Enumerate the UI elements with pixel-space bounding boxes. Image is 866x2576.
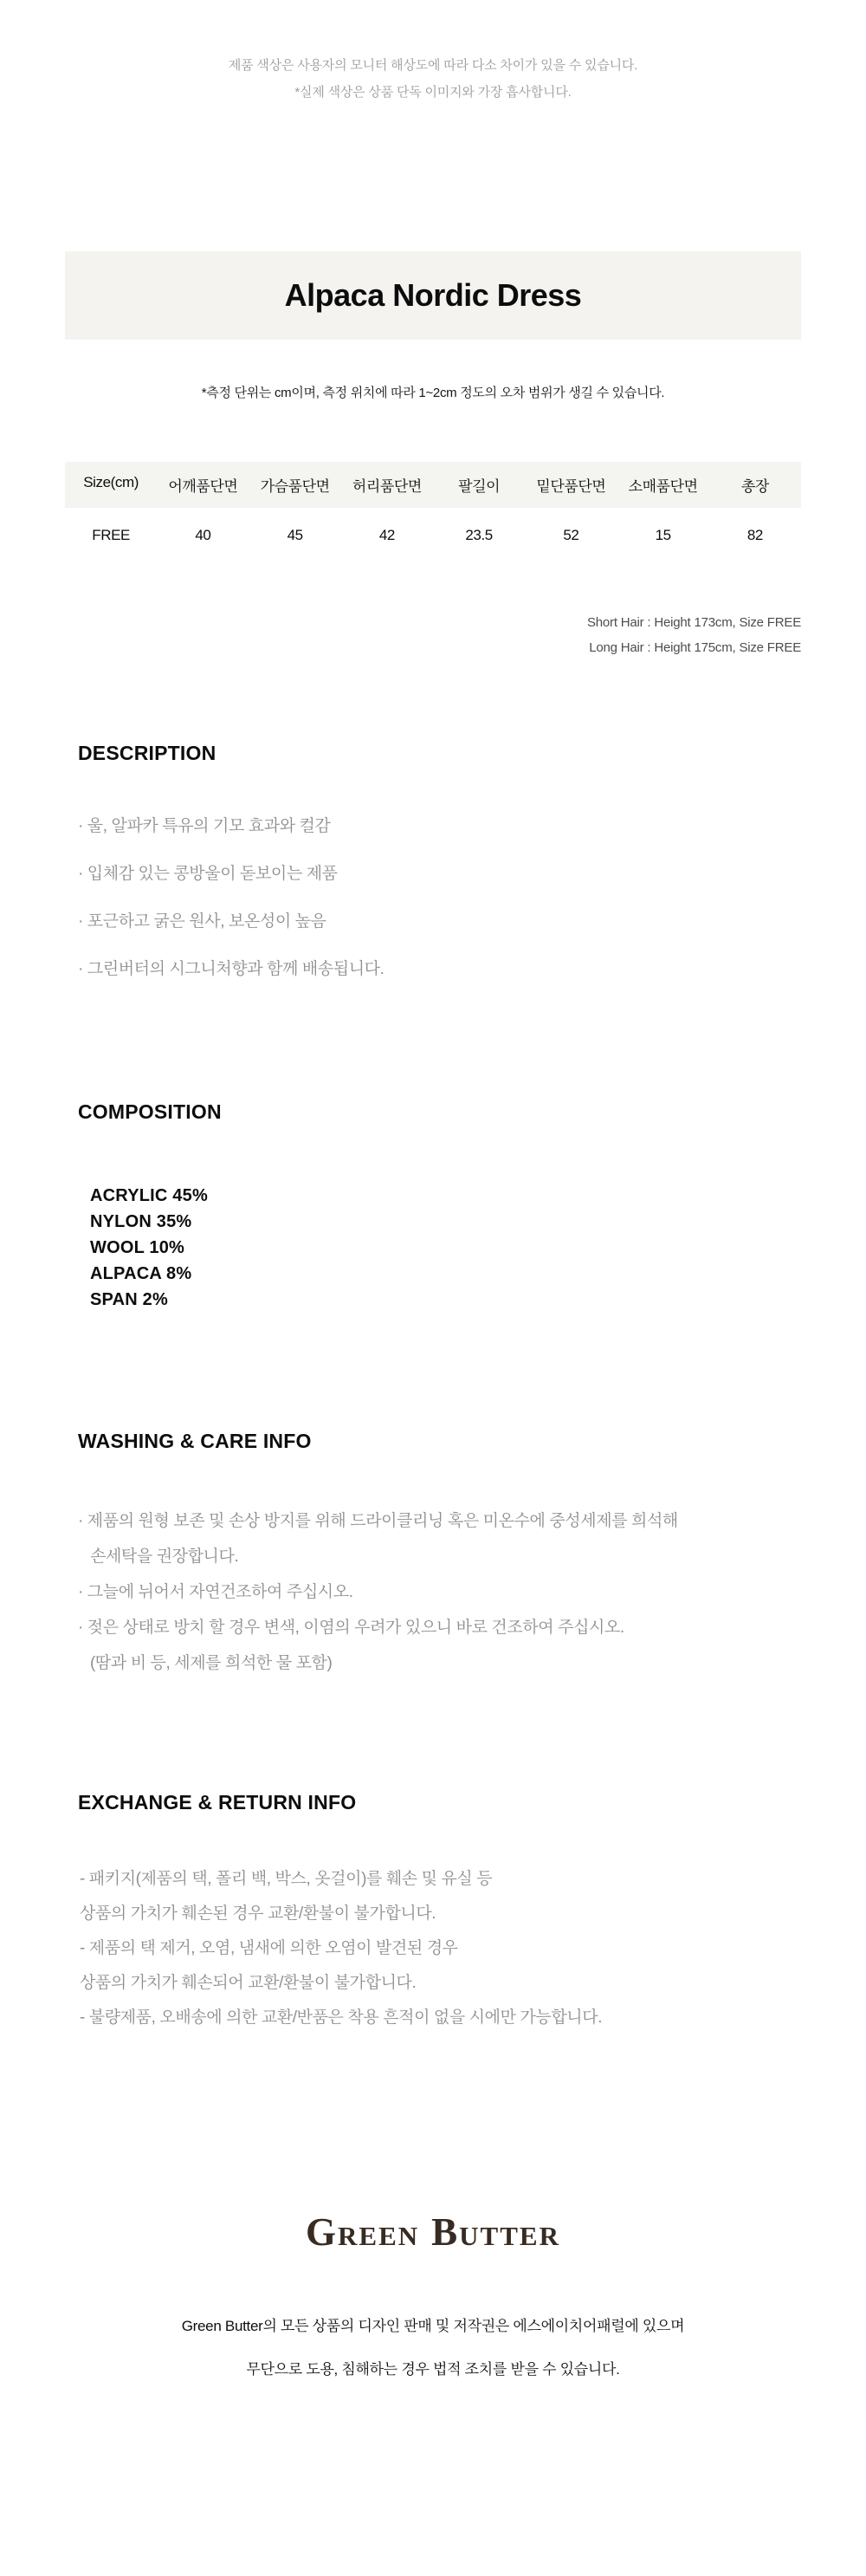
size-header-cell: 어깨품단면 <box>168 478 238 495</box>
description-item: · 그린버터의 시그니처향과 함께 배송됩니다. <box>78 960 385 978</box>
care-line: · 젖은 상태로 방치 할 경우 변색, 이염의 우려가 있으니 바로 건조하여 주십시오. <box>78 1619 624 1637</box>
size-header-cell: 팔길이 <box>458 478 501 495</box>
section-heading-description: DESCRIPTION <box>78 742 216 764</box>
color-disclaimer <box>0 0 866 106</box>
size-value-cell: 52 <box>563 527 579 543</box>
disclaimer-line: *실제 색상은 상품 단독 이미지와 가장 흡사합니다. <box>294 85 572 100</box>
washing-care-section <box>0 1430 866 1673</box>
size-value-cell: 40 <box>195 527 211 543</box>
copyright-line: Green Butter의 모든 상품의 디자인 판매 및 저작권은 에스에이치어패럴에 있으며 <box>181 2318 685 2334</box>
size-header-cell: 밑단품단면 <box>536 478 606 495</box>
description-item: · 포근하고 굵은 원사, 보온성이 높음 <box>78 912 326 931</box>
description-item: · 울, 알파카 특유의 기모 효과와 컬감 <box>78 817 331 835</box>
care-line: 손세탁을 권장합니다. <box>90 1548 239 1566</box>
model-info-line: Short Hair : Height 173cm, Size FREE <box>586 615 801 630</box>
section-heading-exchange: EXCHANGE & RETURN INFO <box>78 1791 357 1814</box>
section-heading-washing: WASHING & CARE INFO <box>78 1430 312 1452</box>
measurement-note: *측정 단위는 cm이며, 측정 위치에 따라 1~2cm 정도의 오차 범위가 생길 수 있습니다. <box>201 386 665 400</box>
description-list <box>78 817 866 979</box>
composition-item: ALPACA 8% <box>90 1264 192 1283</box>
size-value-cell: FREE <box>92 527 130 543</box>
size-value-cell: 82 <box>746 527 763 543</box>
exchange-list <box>78 1870 866 2028</box>
size-header-cell: 가슴품단면 <box>260 478 330 495</box>
copyright-line: 무단으로 도용, 침해하는 경우 법적 조치를 받을 수 있습니다. <box>246 2361 620 2378</box>
composition-item: SPAN 2% <box>90 1290 168 1309</box>
description-section <box>0 742 866 979</box>
size-header-cell: Size(cm) <box>83 474 139 490</box>
size-header-cell: 허리품단면 <box>352 478 422 495</box>
size-table-data-row <box>65 508 801 561</box>
copyright-footer <box>0 2305 866 2391</box>
brand-logo <box>0 2209 866 2255</box>
model-size-info <box>0 610 801 660</box>
size-value-cell: 42 <box>378 527 395 543</box>
size-value-cell: 15 <box>655 527 671 543</box>
care-line: · 제품의 원형 보존 및 손상 방지를 위해 드라이클리닝 혹은 미온수에 중성세제를 희석해 <box>78 1512 678 1530</box>
exchange-line: 상품의 가치가 훼손되어 교환/환불이 불가합니다. <box>80 1974 417 1992</box>
size-value-cell: 45 <box>287 527 303 543</box>
composition-list <box>78 1183 866 1313</box>
size-value-cell: 23.5 <box>465 527 493 543</box>
size-table-header-row <box>65 462 801 508</box>
care-line: · 그늘에 뉘어서 자연건조하여 주십시오. <box>78 1583 353 1601</box>
size-table <box>65 462 801 561</box>
composition-section <box>0 1100 866 1313</box>
model-info-line: Long Hair : Height 175cm, Size FREE <box>589 640 801 655</box>
section-heading-composition: COMPOSITION <box>78 1100 222 1123</box>
care-list <box>78 1512 866 1673</box>
disclaimer-line: 제품 색상은 사용자의 모니터 해상도에 따라 다소 차이가 있을 수 있습니다. <box>228 58 638 73</box>
exchange-line: - 제품의 택 제거, 오염, 냄새에 의한 오염이 발견된 경우 <box>80 1939 458 1957</box>
product-title: Alpaca Nordic Dress <box>284 277 582 313</box>
exchange-line: - 불량제품, 오배송에 의한 교환/반품은 착용 흔적이 없을 시에만 가능합니다. <box>80 2008 603 2027</box>
exchange-line: - 패키지(제품의 택, 폴리 백, 박스, 옷걸이)를 훼손 및 유실 등 <box>80 1870 493 1888</box>
product-title-banner <box>65 251 801 340</box>
description-item: · 입체감 있는 콩방울이 돋보이는 제품 <box>78 865 338 883</box>
composition-item: NYLON 35% <box>90 1212 192 1231</box>
exchange-line: 상품의 가치가 훼손된 경우 교환/환불이 불가합니다. <box>80 1904 436 1923</box>
care-line: (땀과 비 등, 세제를 희석한 물 포함) <box>90 1654 333 1672</box>
composition-item: ACRYLIC 45% <box>90 1186 208 1205</box>
composition-item: WOOL 10% <box>90 1238 185 1257</box>
brand-logo-word-green: GREEN <box>306 2210 420 2254</box>
size-header-cell: 소매품단면 <box>628 478 698 495</box>
brand-logo-word-butter: BUTTER <box>431 2210 560 2254</box>
size-header-cell: 총장 <box>740 478 769 495</box>
exchange-return-section <box>0 1791 866 2028</box>
